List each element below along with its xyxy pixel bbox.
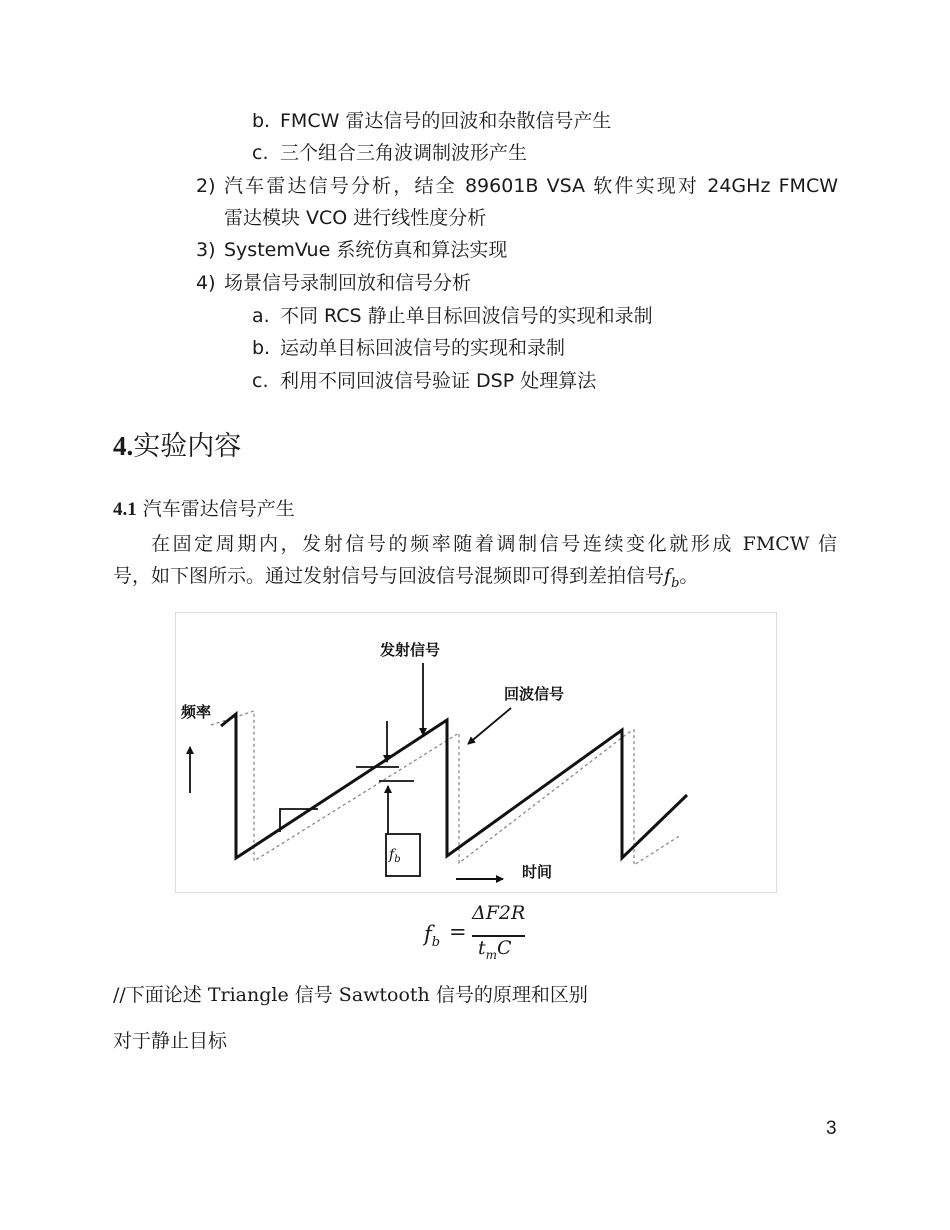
- formula-numerator: ΔF2R: [472, 902, 526, 924]
- paragraph-line-1: 在固定周期内，发射信号的频率随着调制信号连续变化就形成 FMCW 信: [151, 533, 837, 555]
- list-item: b. 运动单目标回波信号的实现和录制: [252, 337, 566, 359]
- rx-label: 回波信号: [504, 685, 565, 703]
- list-item: b. FMCW 雷达信号的回波和杂散信号产生: [252, 110, 612, 132]
- static-target-heading: 对于静止目标: [113, 1030, 228, 1052]
- freq-axis-label: 频率: [181, 703, 212, 721]
- list-item: 3) SystemVue 系统仿真和算法实现: [196, 239, 508, 261]
- formula-lhs: $f_b$: [424, 922, 441, 951]
- slope-step-marker: [280, 809, 318, 832]
- paragraph-line-2: 号，如下图所示。通过发射信号与回波信号混频即可得到差拍信号$f_b$。: [113, 565, 699, 591]
- list-item: c. 利用不同回波信号验证 DSP 处理算法: [252, 370, 597, 392]
- list-item: 4) 场景信号录制回放和信号分析: [196, 272, 472, 294]
- fmcw-figure: [175, 612, 777, 893]
- fb-label: $f_b$: [389, 847, 401, 865]
- time-axis-label: 时间: [522, 863, 553, 881]
- tx-label: 发射信号: [380, 641, 441, 659]
- comment-line: //下面论述 Triangle 信号 Sawtooth 信号的原理和区别: [113, 984, 588, 1006]
- list-item-continuation: 雷达模块 VCO 进行线性度分析: [224, 207, 487, 229]
- formula-denominator: $t_mC$: [478, 937, 512, 962]
- section-heading: 4.实验内容: [113, 431, 242, 462]
- list-item: a. 不同 RCS 静止单目标回波信号的实现和录制: [252, 305, 653, 327]
- subsection-heading: 4.1 汽车雷达信号产生: [113, 498, 295, 520]
- beat-frequency-formula: [424, 900, 544, 970]
- page-number: 3: [826, 1118, 837, 1139]
- formula-equals: =: [449, 920, 467, 944]
- list-item: 2) 汽车雷达信号分析，结全 89601B VSA 软件实现对 24GHz FMCW: [196, 175, 838, 197]
- rx-arrow: [468, 708, 511, 744]
- list-item: c. 三个组合三角波调制波形产生: [252, 142, 528, 164]
- fmcw-diagram: [176, 613, 776, 892]
- transmit-signal-wave: [221, 714, 687, 858]
